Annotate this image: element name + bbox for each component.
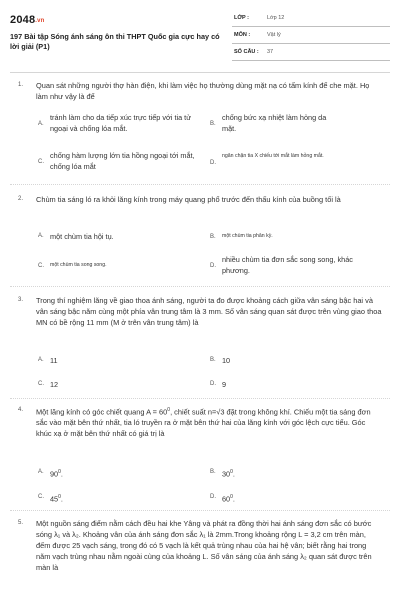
question-text bbox=[36, 405, 382, 439]
meta-row-count bbox=[232, 44, 390, 61]
question-number: 3. bbox=[18, 297, 24, 303]
option-text: 12 bbox=[50, 380, 59, 389]
question-text: Một nguồn sáng điểm nằm cách đều hai khe Yâng và phát ra đồng thời hai ánh sáng đơn sắc có bước sóng λ₁ và λ₂. Khoảng vân của ánh sáng đơn sắc λ₁ là 2mm.Trong khoảng rộng L = 3,2 cm trên màn, đếm được 25 vạch sáng, trong đó có 5 vạch là kết quả trùng nhau của hai hệ vân; biết rằng hai trong năm vạch trùng nhau nằm ngoài cùng của khoảng L. Số vân sáng của ánh sáng λ₂ quan sát được trên màn là bbox=[36, 519, 372, 572]
option-tail: . bbox=[232, 494, 235, 504]
option-letter: B. bbox=[210, 469, 216, 475]
option-letter: A. bbox=[38, 357, 44, 363]
meta-key: MÔN : bbox=[234, 32, 251, 38]
option-letter: D. bbox=[210, 381, 216, 387]
option-tail: . bbox=[60, 494, 63, 504]
question-text-start: Một lăng kính có góc chiết quang A = 60 bbox=[36, 407, 168, 417]
option-letter: D. bbox=[210, 263, 216, 269]
option-text bbox=[222, 492, 235, 504]
option-value: 30 bbox=[222, 469, 231, 479]
option-text: nhiều chùm tia đơn sắc song song, khác phương. bbox=[222, 255, 353, 275]
option-tail: . bbox=[232, 469, 235, 479]
option-text bbox=[50, 467, 63, 479]
option-text: tránh làm cho da tiếp xúc trực tiếp với tia tử ngoại và chống lóa mắt. bbox=[50, 113, 192, 133]
question-text-rest: , chiết suất n=√3 đặt trong không khí. Chiếu một tia sáng đơn sắc vào mặt bên thứ nhất, tia ló truyền ra ở mặt bên thứ hai của lăng kính với góc lệch cực tiểu. Góc khúc xạ ở mặt bên thứ nhất có giá trị là bbox=[36, 407, 371, 439]
option-letter: C. bbox=[38, 494, 44, 500]
option-text: ngăn chặn tia X chiếu tới mắt làm hỏng mắt. bbox=[222, 153, 324, 159]
logo-main: 2048 bbox=[10, 14, 36, 26]
option-letter: C. bbox=[38, 263, 44, 269]
question-text: Chùm tia sáng ló ra khỏi lăng kính trong máy quang phổ trước đến thấu kính của buồng tối là bbox=[36, 195, 341, 204]
document-title: 197 Bài tập Sóng ánh sáng ôn thi THPT Quốc gia cực hay có lời giải (P1) bbox=[10, 32, 220, 51]
option-letter: A. bbox=[38, 121, 44, 127]
option-letter: A. bbox=[38, 469, 44, 475]
question-number: 2. bbox=[18, 196, 24, 202]
document-meta bbox=[232, 10, 390, 61]
option-letter: B. bbox=[210, 234, 216, 240]
option-tail: . bbox=[60, 469, 63, 479]
meta-row-class bbox=[232, 10, 390, 27]
degree-superscript: 0 bbox=[167, 407, 171, 413]
option-value: 60 bbox=[222, 494, 231, 504]
site-logo[interactable] bbox=[10, 14, 45, 26]
degree-superscript: 0 bbox=[58, 494, 61, 500]
meta-row-subject bbox=[232, 27, 390, 44]
meta-value: Lớp 12 bbox=[267, 15, 285, 21]
question-text: Trong thí nghiệm lăng về giao thoa ánh sáng, người ta đo được khoảng cách giữa vân sáng bậc hai và vân sáng bậc năm cùng một phía vân trung tâm là 3 mm. Số vân sáng quan sát được trên vùng giao thoa MN có bề rộng 11 mm (M ở trên vân trung tâm) là bbox=[36, 296, 382, 327]
question-number: 4. bbox=[18, 407, 24, 413]
logo-suffix: .vn bbox=[35, 18, 45, 24]
option-letter: C. bbox=[38, 381, 44, 387]
degree-superscript: 0 bbox=[230, 469, 233, 475]
question-text: Quan sát những người thợ hàn điện, khi làm việc họ thường dùng mặt nạ có tấm kính để che mặt. Họ làm như vậy là để bbox=[36, 81, 370, 101]
document-header bbox=[10, 10, 390, 58]
header-divider bbox=[10, 72, 390, 73]
meta-value: Vật lý bbox=[267, 32, 281, 38]
option-text: 9 bbox=[222, 380, 227, 389]
option-text: một chùm tia phân kỳ. bbox=[222, 233, 273, 239]
option-letter: B. bbox=[210, 357, 216, 363]
option-text: chống bức xạ nhiệt làm hỏng da mặt. bbox=[222, 113, 327, 133]
option-text: một chùm tia song song. bbox=[50, 262, 107, 268]
option-text: 10 bbox=[222, 356, 231, 365]
option-text bbox=[50, 492, 63, 504]
option-letter: D. bbox=[210, 160, 216, 166]
option-value: 45 bbox=[50, 494, 59, 504]
option-text: 11 bbox=[50, 356, 58, 365]
option-letter: C. bbox=[38, 159, 44, 165]
question-divider bbox=[10, 398, 390, 399]
option-text: chống hàm lượng lớn tia hồng ngoại tới mắt, chống lóa mắt bbox=[50, 151, 195, 171]
meta-value: 37 bbox=[267, 49, 274, 55]
degree-superscript: 0 bbox=[58, 469, 61, 475]
question-divider bbox=[10, 184, 390, 185]
question-divider bbox=[10, 286, 390, 287]
question-divider bbox=[10, 510, 390, 511]
degree-superscript: 0 bbox=[230, 494, 233, 500]
option-text: một chùm tia hội tụ. bbox=[50, 232, 114, 241]
option-letter: D. bbox=[210, 494, 216, 500]
option-text bbox=[222, 467, 235, 479]
option-letter: A. bbox=[38, 233, 44, 239]
option-letter: B. bbox=[210, 121, 216, 127]
option-value: 90 bbox=[50, 469, 59, 479]
meta-key: LỚP : bbox=[234, 15, 249, 21]
question-number: 5. bbox=[18, 520, 24, 526]
question-number: 1. bbox=[18, 82, 24, 88]
meta-key: SỐ CÂU : bbox=[234, 49, 259, 55]
